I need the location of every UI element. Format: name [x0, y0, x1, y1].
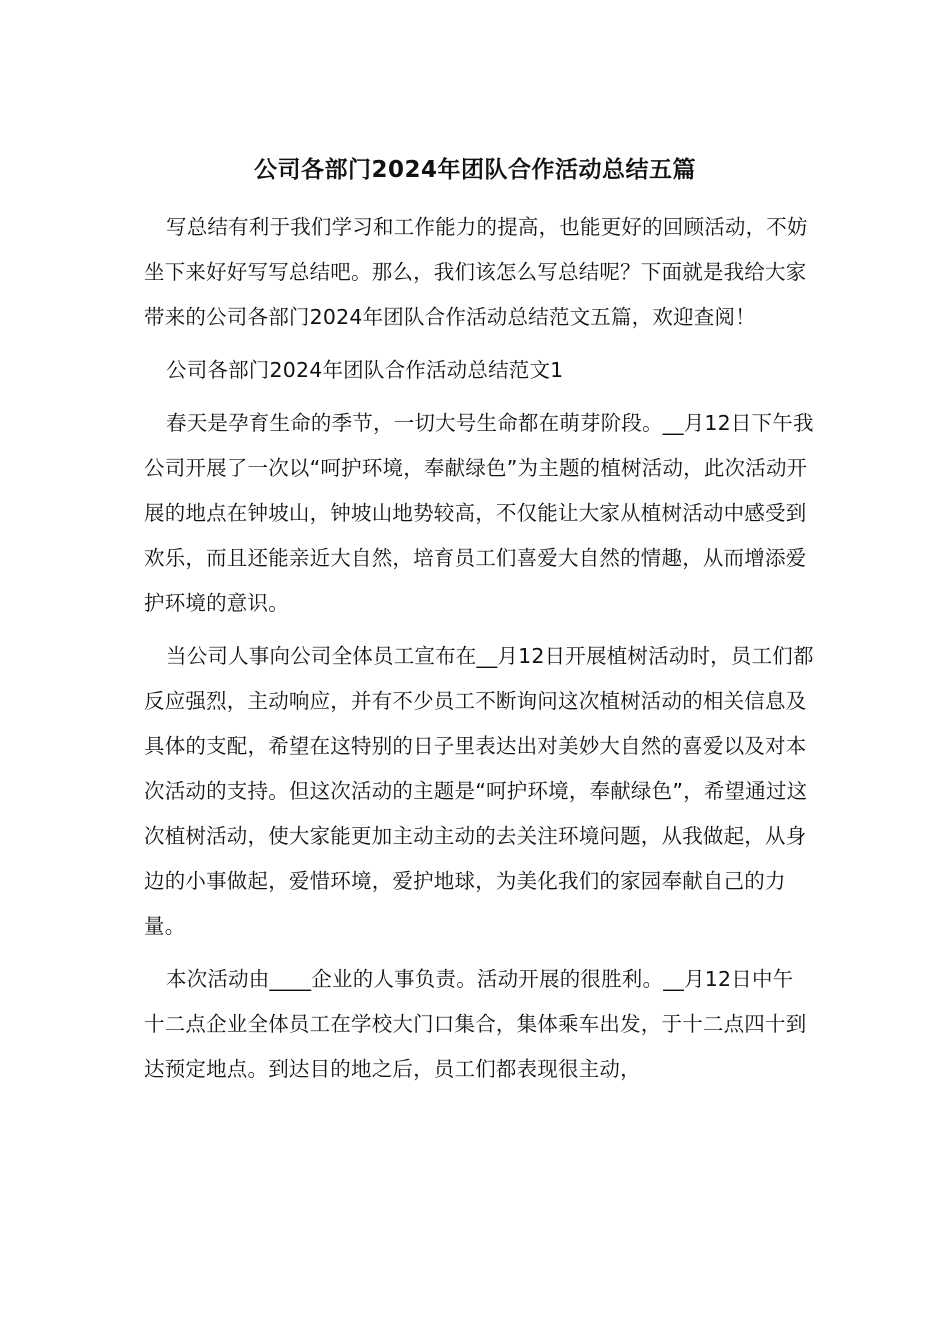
- body-paragraph: 春天是孕育生命的季节，一切大号生命都在萌芽阶段。__月12日下午我公司开展了一次以“呵护环境，奉献绿色”为主题的植树活动，此次活动开展的地点在钟坡山，钟坡山地势较高，不仅能让大家从植树活动中感受到欢乐，而且还能亲近大自然，培育员工们喜爱大自然的情趣，从而增添爱护环境的意识。: [144, 411, 814, 615]
- document-title: 公司各部门2024年团队合作活动总结五篇: [253, 157, 696, 183]
- intro-paragraph: 写总结有利于我们学习和工作能力的提高，也能更好的回顾活动，不妨坐下来好好写写总结吧。那么，我们该怎么写总结呢？下面就是我给大家带来的公司各部门2024年团队合作活动总结范文五篇，欢迎查阅！: [144, 215, 808, 329]
- section-heading: 公司各部门2024年团队合作活动总结范文1: [166, 358, 564, 382]
- body-paragraph: 当公司人事向公司全体员工宣布在__月12日开展植树活动时，员工们都反应强烈，主动响应，并有不少员工不断询问这次植树活动的相关信息及具体的支配，希望在这特别的日子里表达出对美妙大自然的喜爱以及对本次活动的支持。但这次活动的主题是“呵护环境，奉献绿色”，希望通过这次植树活动，使大家能更加主动主动的去关注环境问题，从我做起，从身边的小事做起，爱惜环境，爱护地球，为美化我们的家园奉献自己的力量。: [144, 644, 814, 938]
- document-body: [144, 205, 814, 1100]
- body-paragraph: 本次活动由____企业的人事负责。活动开展的很胜利。__月12日中午十二点企业全体员工在学校大门口集合，集体乘车出发，于十二点四十到达预定地点。到达目的地之后，员工们都表现很主动，: [144, 967, 807, 1081]
